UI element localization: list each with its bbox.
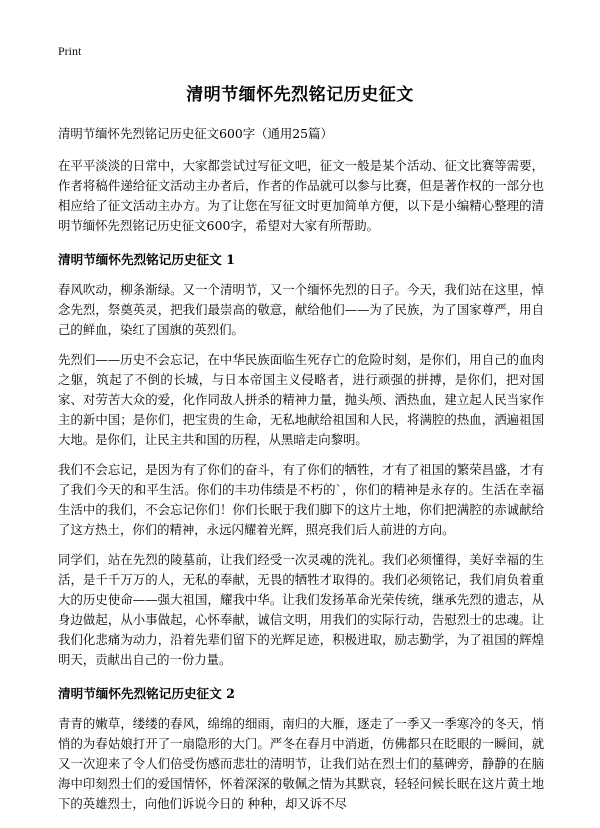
- section-heading-1: 清明节缅怀先烈铭记历史征文 1: [58, 252, 235, 267]
- document-subtitle: 清明节缅怀先烈铭记历史征文600字（通用25篇）: [58, 126, 333, 141]
- intro-paragraph: 在平平淡淡的日常中，大家都尝试过写征文吧，征文一般是某个活动、征文比赛等需要，作者将稿件递给征文活动主办者后，作者的作品就可以参与比赛，但是著作权的一部分也相应给了征文活动主办方。为了让您在写征文时更加简单方便，以下是小编精心整理的清明节缅怀先烈铭记历史征文600字，希望对大家有所帮助。: [58, 158, 544, 233]
- section-1-paragraph-3: 我们不会忘记，是因为有了你们的奋斗，有了你们的牺牲，才有了祖国的繁荣昌盛，才有了我们今天的和平生活。你们的丰功伟绩是不朽的`，你们的精神是永存的。生活在幸福生活中的我们，不会忘记你们！你们长眠于我们脚下的这片土地，你们把满腔的赤诚献给了这方热土，你们的精神，永远闪耀着光辉，照亮我们后人前进的方向。: [58, 462, 544, 537]
- document-title: 清明节缅怀先烈铭记历史征文: [186, 85, 414, 105]
- section-2-paragraph-1: 青青的嫩草，缕缕的春风，绵绵的细雨，南归的大雁，逐走了一季又一季寒冷的冬天，悄悄的为春姑娘打开了一扇隐形的大门。严冬在春月中消逝，仿佛都只在眨眼的一瞬间，就又一次迎来了令人们倍受伤感而悲壮的清明节，让我们站在烈士们的墓碑旁，静静的在脑海中印刻烈士们的爱国情怀，怀着深深的敬佩之情为其默哀，轻轻问候长眠在这片黄土地下的英雄烈士，向他们诉说今日的 种种，却又诉不尽: [58, 716, 544, 811]
- section-1-paragraph-1: 春风吹动，柳条渐绿。又一个清明节，又一个缅怀先烈的日子。今天，我们站在这里，悼念先烈，祭奠英灵，把我们最崇高的敬意，献给他们——为了民族，为了国家尊严，用自己的鲜血，染红了国旗的英烈们。: [58, 282, 544, 337]
- section-1-paragraph-2: 先烈们——历史不会忘记，在中华民族面临生死存亡的危险时刻，是你们，用自己的血肉之躯，筑起了不倒的长城，与日本帝国主义侵略者，进行顽强的拼搏，是你们，把对国家、对劳苦大众的爱，化作同敌人拼杀的精神力量，抛头颅、洒热血，建立起人民当家作主的新中国；是你们，把宝贵的生命，无私地献给祖国和人民，将满腔的热血，洒遍祖国大地。是你们，让民主共和国的历程，从黑暗走向黎明。: [58, 352, 544, 447]
- print-link[interactable]: Print: [58, 44, 82, 58]
- document-body: [58, 124, 544, 824]
- section-heading-2: 清明节缅怀先烈铭记历史征文 2: [58, 686, 235, 701]
- section-1-paragraph-4: 同学们，站在先烈的陵墓前，让我们经受一次灵魂的洗礼。我们必须懂得，美好幸福的生活，是千千万万的人，无私的奉献，无畏的牺牲才取得的。我们必须铭记，我们肩负着重大的历史使命——强大祖国，耀我中华。让我们发扬革命光荣传统，继承先烈的遗志，从身边做起，从小事做起，心怀奉献，诚信文明，用我们的实际行动，告慰烈士的忠魂。让我们化悲痛为动力，沿着先辈们留下的光辉足迹，积极进取，励志勤学，为了祖国的辉煌明天，贡献出自己的一份力量。: [58, 552, 544, 667]
